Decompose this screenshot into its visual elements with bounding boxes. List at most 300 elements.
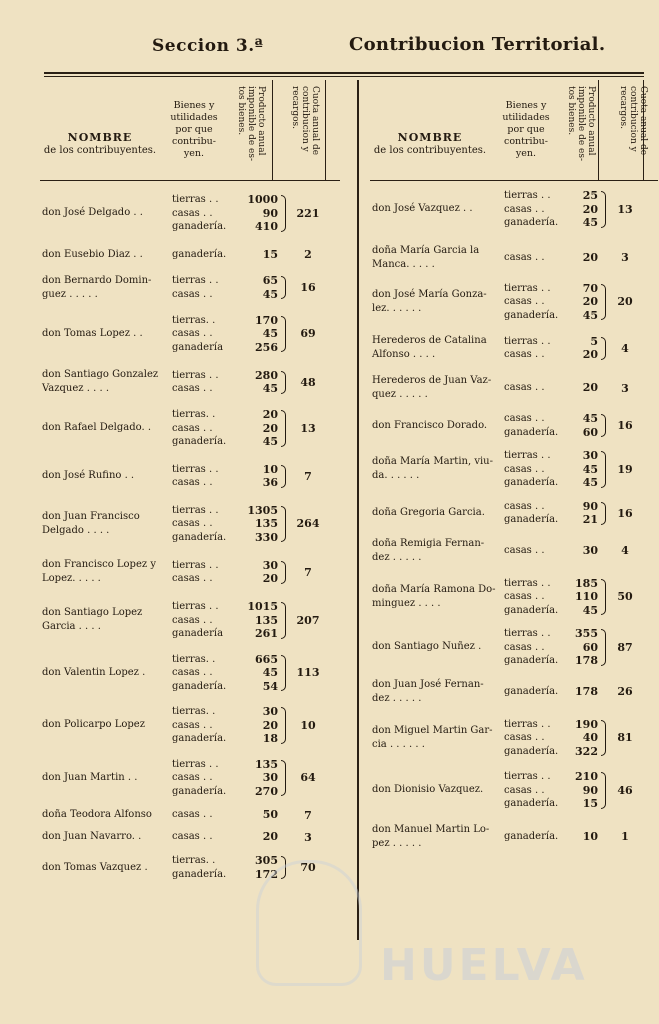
property-type: ganadería.: [504, 477, 559, 488]
annual-quota: 46: [617, 783, 633, 797]
contributor-entry: [370, 282, 658, 323]
brace-bracket: [278, 314, 288, 355]
brace-bracket: [598, 244, 608, 272]
property-type: tierras . .: [504, 282, 551, 294]
property-types: [504, 718, 568, 759]
property-types: [172, 854, 240, 881]
property-type: casas . .: [504, 500, 545, 512]
contributor-entry: [40, 758, 340, 799]
property-type: casas . .: [504, 784, 545, 796]
contributor-name: don José Rufino . .: [42, 470, 135, 481]
product-value: 110: [575, 590, 598, 603]
product-value: 210: [575, 770, 598, 783]
property-types: [172, 504, 240, 545]
contributor-name: don Valentin Lopez .: [42, 666, 146, 678]
annual-product-values: [568, 830, 598, 844]
annual-quota: 16: [617, 419, 633, 432]
contributor-entry: [40, 600, 340, 641]
product-value: 45: [262, 382, 278, 395]
property-type: casas . .: [172, 719, 213, 731]
product-value: 45: [262, 666, 278, 679]
contributor-name: don Tomas Vazquez .: [42, 861, 148, 873]
property-type: ganadería.: [172, 531, 227, 543]
product-value: 185: [575, 576, 598, 590]
annual-quota: 70: [300, 861, 316, 874]
contributor-entry: [370, 374, 658, 402]
annual-product-values: [240, 193, 278, 234]
product-value: 90: [262, 206, 278, 220]
property-type: ganadería.: [504, 217, 559, 228]
property-types: [504, 251, 568, 265]
contributor-entry: [40, 368, 340, 396]
contributor-name: doña María Martin, viu- da. . . . . .: [372, 456, 493, 482]
contributor-entry: [370, 627, 658, 668]
property-type: ganadería.: [504, 514, 559, 525]
property-type: casas . .: [504, 349, 545, 360]
property-type: ganadería.: [172, 436, 227, 447]
right-column: [370, 80, 658, 851]
brace-bracket: [598, 537, 608, 565]
product-value: 20: [262, 572, 278, 585]
contributor-name: Herederos de Catalina Alfonso . . . .: [372, 335, 487, 360]
product-value: 54: [262, 679, 278, 693]
contributor-entry: [40, 408, 340, 449]
product-value: 172: [255, 867, 278, 881]
property-type: tierras . .: [172, 369, 219, 381]
product-value: 45: [582, 462, 598, 476]
property-types: [172, 193, 240, 234]
property-types: [172, 758, 240, 799]
property-type: ganadería.: [172, 221, 227, 232]
contributor-entry: [40, 248, 340, 262]
annual-quota: 48: [300, 375, 316, 389]
watermark-text: HUELVA: [380, 940, 588, 991]
annual-quota: 16: [300, 281, 316, 294]
contributor-name: don Francisco Lopez y Lopez. . . . .: [42, 559, 156, 584]
property-type: casas . .: [172, 772, 213, 783]
property-types: [504, 685, 568, 699]
property-type: tierras. .: [172, 855, 216, 866]
property-type: tierras . .: [172, 601, 219, 612]
brace-bracket: [278, 368, 288, 396]
product-value: 665: [255, 652, 278, 666]
product-value: 135: [255, 757, 278, 771]
product-value: 261: [255, 627, 278, 640]
product-value: 256: [255, 340, 278, 354]
contributor-name: don Santiago Nuñez .: [372, 641, 482, 653]
brace-bracket: [278, 758, 288, 799]
annual-quota: 2: [304, 248, 312, 261]
brace-bracket: [598, 678, 608, 706]
product-value: 10: [262, 462, 278, 476]
contributor-name: don Eusebio Diaz . .: [42, 248, 143, 260]
property-type: casas . .: [504, 732, 545, 743]
property-types: [504, 335, 568, 362]
product-value: 90: [582, 499, 598, 513]
brace-bracket: [598, 770, 608, 811]
property-type: tierras . .: [504, 335, 551, 347]
product-value: 330: [255, 530, 278, 544]
contributor-entry: [370, 412, 658, 439]
property-type: ganadería.: [504, 830, 559, 842]
contributor-entry: [370, 189, 658, 230]
property-types: [172, 314, 240, 355]
annual-quota: 10: [300, 718, 316, 732]
product-value: 20: [582, 348, 598, 361]
product-value: 40: [582, 731, 598, 744]
annual-quota: 264: [296, 517, 320, 531]
property-type: casas . .: [172, 809, 213, 821]
contributor-entry: [40, 705, 340, 746]
property-type: casas . .: [504, 382, 545, 394]
property-type: tierras . .: [172, 504, 219, 516]
brace-bracket: [598, 449, 608, 490]
right-table-header: [370, 80, 658, 181]
annual-quota: 81: [617, 731, 633, 745]
contributor-name: don Santiago Gonzalez Vazquez . . . .: [42, 369, 159, 394]
annual-product-values: [568, 770, 598, 811]
header-producto: Producto anual imponible de es- tos bienes.: [236, 86, 266, 162]
annual-quota: 3: [304, 830, 312, 844]
header-bienes: Bienes y utilidades por que contribu- yen.: [170, 100, 218, 159]
property-types: [172, 600, 240, 641]
property-type: casas . .: [504, 251, 545, 263]
contributor-entry: [40, 463, 340, 490]
product-value: 170: [255, 313, 278, 327]
property-type: tierras . .: [172, 194, 219, 205]
property-types: [504, 282, 568, 323]
property-type: ganadería: [172, 628, 224, 639]
contributor-name: don José María Gonza- lez. . . . . .: [372, 288, 487, 314]
contributor-name: don Juan Francisco Delgado . . . .: [42, 510, 140, 536]
property-types: [172, 705, 240, 746]
contributor-entry: [40, 558, 340, 586]
contributor-entry: [370, 770, 658, 811]
product-value: 135: [255, 517, 278, 530]
brace-bracket: [598, 412, 608, 439]
contributor-name: don Bernardo Domin- guez . . . . .: [42, 274, 152, 300]
property-type: casas . .: [504, 641, 545, 653]
property-types: [504, 830, 568, 844]
product-value: 280: [255, 368, 278, 382]
property-type: casas . .: [504, 544, 545, 556]
header-divider: [272, 80, 273, 180]
property-type: tierras. .: [172, 706, 216, 717]
property-types: [172, 808, 240, 822]
contributor-name: doña Gregoria Garcia.: [372, 507, 485, 518]
property-type: ganadería.: [504, 655, 559, 666]
annual-product-values: [568, 251, 598, 265]
header-cuota: Cuota anual de contribucion y recargos.: [618, 86, 648, 156]
property-type: casas . .: [172, 207, 213, 219]
annual-product-values: [568, 189, 598, 230]
property-type: casas . .: [504, 463, 545, 475]
contributor-name: doña Teodora Alfonso: [42, 809, 152, 820]
brace-bracket: [598, 189, 608, 230]
product-value: 65: [262, 274, 278, 287]
brace-bracket: [278, 808, 288, 822]
annual-quota: 1: [621, 830, 629, 843]
product-value: 20: [262, 830, 278, 844]
annual-product-values: [240, 758, 278, 799]
annual-quota: 207: [296, 613, 320, 627]
contributor-entry: [370, 449, 658, 490]
annual-product-values: [568, 718, 598, 759]
property-type: ganadería.: [172, 868, 227, 880]
property-types: [172, 248, 240, 262]
brace-bracket: [278, 600, 288, 641]
property-type: tierras. .: [172, 409, 216, 420]
annual-product-values: [240, 248, 278, 262]
annual-product-values: [568, 627, 598, 668]
product-value: 10: [582, 829, 598, 843]
property-type: casas . .: [172, 383, 213, 394]
annual-product-values: [568, 381, 598, 395]
product-value: 178: [575, 654, 598, 667]
annual-product-values: [568, 577, 598, 618]
annual-product-values: [240, 600, 278, 641]
property-type: tierras . .: [504, 771, 551, 782]
product-value: 20: [262, 408, 278, 421]
product-value: 45: [582, 476, 598, 489]
product-value: 20: [262, 421, 278, 435]
product-value: 18: [262, 732, 278, 745]
brace-bracket: [278, 558, 288, 586]
product-value: 355: [575, 627, 598, 640]
annual-quota: 3: [621, 381, 629, 395]
annual-quota: 3: [621, 251, 629, 264]
product-value: 60: [582, 425, 598, 439]
annual-quota: 4: [621, 544, 629, 557]
annual-product-values: [240, 559, 278, 586]
brace-bracket: [598, 500, 608, 527]
property-type: tierras . .: [504, 450, 551, 461]
contributor-entry: [40, 274, 340, 302]
property-type: ganadería.: [504, 426, 559, 438]
brace-bracket: [598, 577, 608, 618]
product-value: 1000: [247, 193, 278, 206]
property-type: tierras . .: [172, 758, 219, 770]
column-separator: [357, 80, 359, 940]
property-type: ganadería.: [504, 798, 559, 809]
property-type: casas . .: [504, 203, 545, 215]
left-entries: [40, 193, 340, 881]
annual-quota: 20: [617, 295, 633, 309]
product-value: 30: [582, 449, 598, 462]
annual-product-values: [568, 544, 598, 558]
annual-product-values: [240, 408, 278, 449]
annual-product-values: [568, 412, 598, 439]
product-value: 30: [262, 558, 278, 572]
property-type: ganadería: [172, 341, 224, 353]
header-nombre: NOMBRE de los contribuyentes.: [373, 131, 487, 156]
product-value: 1305: [247, 503, 278, 517]
annual-quota: 7: [304, 469, 312, 483]
property-type: tierras . .: [172, 559, 219, 571]
contributor-name: don Santiago Lopez Garcia . . . .: [42, 607, 143, 633]
product-value: 5: [590, 334, 598, 348]
product-value: 15: [582, 797, 598, 810]
product-value: 60: [582, 640, 598, 654]
brace-bracket: [278, 274, 288, 302]
left-column: [40, 80, 340, 881]
product-value: 70: [582, 281, 598, 295]
contributor-name: Herederos de Juan Vaz- quez . . . . .: [372, 375, 492, 400]
property-type: tierras. .: [172, 653, 216, 665]
product-value: 190: [575, 717, 598, 731]
property-type: casas . .: [504, 591, 545, 602]
contributor-entry: [40, 504, 340, 545]
annual-quota: 26: [617, 685, 633, 698]
property-type: ganadería.: [172, 680, 227, 692]
contributor-entry: [370, 334, 658, 362]
brace-bracket: [598, 282, 608, 323]
contributor-entry: [370, 678, 658, 706]
contributor-name: don Juan Martin . .: [42, 771, 138, 783]
property-types: [504, 577, 568, 618]
property-types: [172, 559, 240, 586]
annual-product-values: [568, 685, 598, 699]
product-value: 45: [262, 327, 278, 340]
property-types: [504, 770, 568, 811]
property-type: casas . .: [172, 477, 213, 488]
product-value: 45: [262, 435, 278, 448]
product-value: 322: [575, 744, 598, 758]
product-value: 45: [582, 216, 598, 229]
property-type: casas . .: [172, 288, 213, 300]
annual-product-values: [240, 808, 278, 822]
product-value: 45: [582, 308, 598, 322]
header-producto: Producto anual imponible de es- tos bienes.: [566, 86, 596, 162]
brace-bracket: [598, 627, 608, 668]
contributor-name: don Francisco Dorado.: [372, 419, 488, 431]
annual-product-values: [240, 314, 278, 355]
annual-product-values: [240, 830, 278, 844]
property-type: tierras . .: [504, 628, 551, 639]
brace-bracket: [598, 718, 608, 759]
property-types: [172, 653, 240, 694]
property-type: casas . .: [172, 422, 213, 434]
product-value: 15: [262, 247, 278, 261]
property-type: ganadería.: [504, 685, 559, 697]
annual-product-values: [568, 500, 598, 527]
property-type: tierras . .: [504, 718, 551, 730]
product-value: 410: [255, 220, 278, 233]
property-types: [504, 500, 568, 527]
property-types: [172, 369, 240, 396]
product-value: 30: [582, 543, 598, 557]
contributor-name: don Manuel Martin Lo- pez . . . . .: [372, 823, 490, 849]
property-type: ganadería.: [504, 745, 559, 757]
product-value: 36: [262, 476, 278, 489]
property-type: tierras . .: [172, 463, 219, 475]
property-types: [172, 408, 240, 449]
property-types: [172, 830, 240, 844]
property-type: casas . .: [172, 518, 213, 529]
product-value: 20: [582, 250, 598, 264]
brace-bracket: [598, 374, 608, 402]
page-title: Contribucion Territorial.: [349, 34, 606, 55]
brace-bracket: [278, 408, 288, 449]
annual-product-values: [568, 282, 598, 323]
property-type: casas . .: [172, 614, 213, 626]
annual-quota: 7: [304, 565, 312, 579]
product-value: 135: [255, 613, 278, 627]
contributor-name: doña Remigia Fernan- dez . . . . .: [372, 537, 485, 563]
annual-quota: 87: [617, 640, 633, 654]
property-types: [504, 412, 568, 439]
header-bienes: Bienes y utilidades por que contribu- yen.: [502, 100, 550, 159]
property-type: ganadería.: [172, 785, 227, 797]
header-cuota: Cuota anual de contribucion y recargos.: [290, 86, 320, 156]
property-type: tierras. .: [172, 314, 216, 326]
library-seal-watermark: [256, 860, 362, 986]
annual-quota: 13: [617, 202, 633, 216]
product-value: 30: [262, 771, 278, 784]
annual-product-values: [240, 504, 278, 545]
product-value: 178: [575, 684, 598, 698]
product-value: 45: [582, 412, 598, 425]
property-types: [504, 544, 568, 558]
annual-product-values: [240, 653, 278, 694]
annual-product-values: [240, 274, 278, 301]
product-value: 21: [582, 513, 598, 526]
contributor-entry: [40, 193, 340, 234]
product-value: 90: [582, 783, 598, 797]
property-type: ganadería.: [504, 309, 559, 321]
property-type: ganadería.: [172, 248, 227, 260]
contributor-name: don Tomas Lopez . .: [42, 327, 143, 339]
property-type: casas . .: [504, 413, 545, 424]
contributor-entry: [370, 244, 658, 272]
product-value: 1015: [247, 600, 278, 613]
contributor-entry: [370, 823, 658, 851]
contributor-entry: [40, 653, 340, 694]
brace-bracket: [278, 830, 288, 844]
property-type: ganadería.: [504, 604, 559, 616]
right-entries: [370, 189, 658, 851]
contributor-name: don Dionisio Vazquez.: [372, 784, 484, 796]
brace-bracket: [278, 653, 288, 694]
property-type: tierras . .: [504, 190, 551, 201]
brace-bracket: [278, 504, 288, 545]
annual-quota: 19: [617, 462, 633, 476]
contributor-entry: [370, 718, 658, 759]
left-table-header: [40, 80, 340, 181]
contributor-entry: [40, 314, 340, 355]
annual-quota: 64: [300, 771, 316, 785]
brace-bracket: [278, 705, 288, 746]
property-type: tierras . .: [172, 275, 219, 286]
property-type: casas . .: [504, 296, 545, 307]
annual-quota: 113: [296, 666, 320, 680]
contributor-entry: [370, 500, 658, 527]
property-types: [504, 381, 568, 395]
annual-quota: 4: [621, 341, 629, 355]
property-types: [504, 189, 568, 230]
annual-quota: 221: [296, 206, 320, 220]
property-type: casas . .: [172, 573, 213, 584]
property-types: [172, 463, 240, 490]
property-type: ganadería.: [172, 733, 227, 744]
contributor-name: doña María Ramona Do- minguez . . . .: [372, 583, 496, 609]
contributor-name: doña María Garcia la Manca. . . . .: [372, 244, 480, 270]
brace-bracket: [278, 463, 288, 490]
section-heading: Seccion 3.ª: [152, 36, 264, 56]
property-types: [504, 449, 568, 490]
contributor-entry: [40, 830, 340, 844]
annual-quota: 7: [304, 808, 312, 822]
